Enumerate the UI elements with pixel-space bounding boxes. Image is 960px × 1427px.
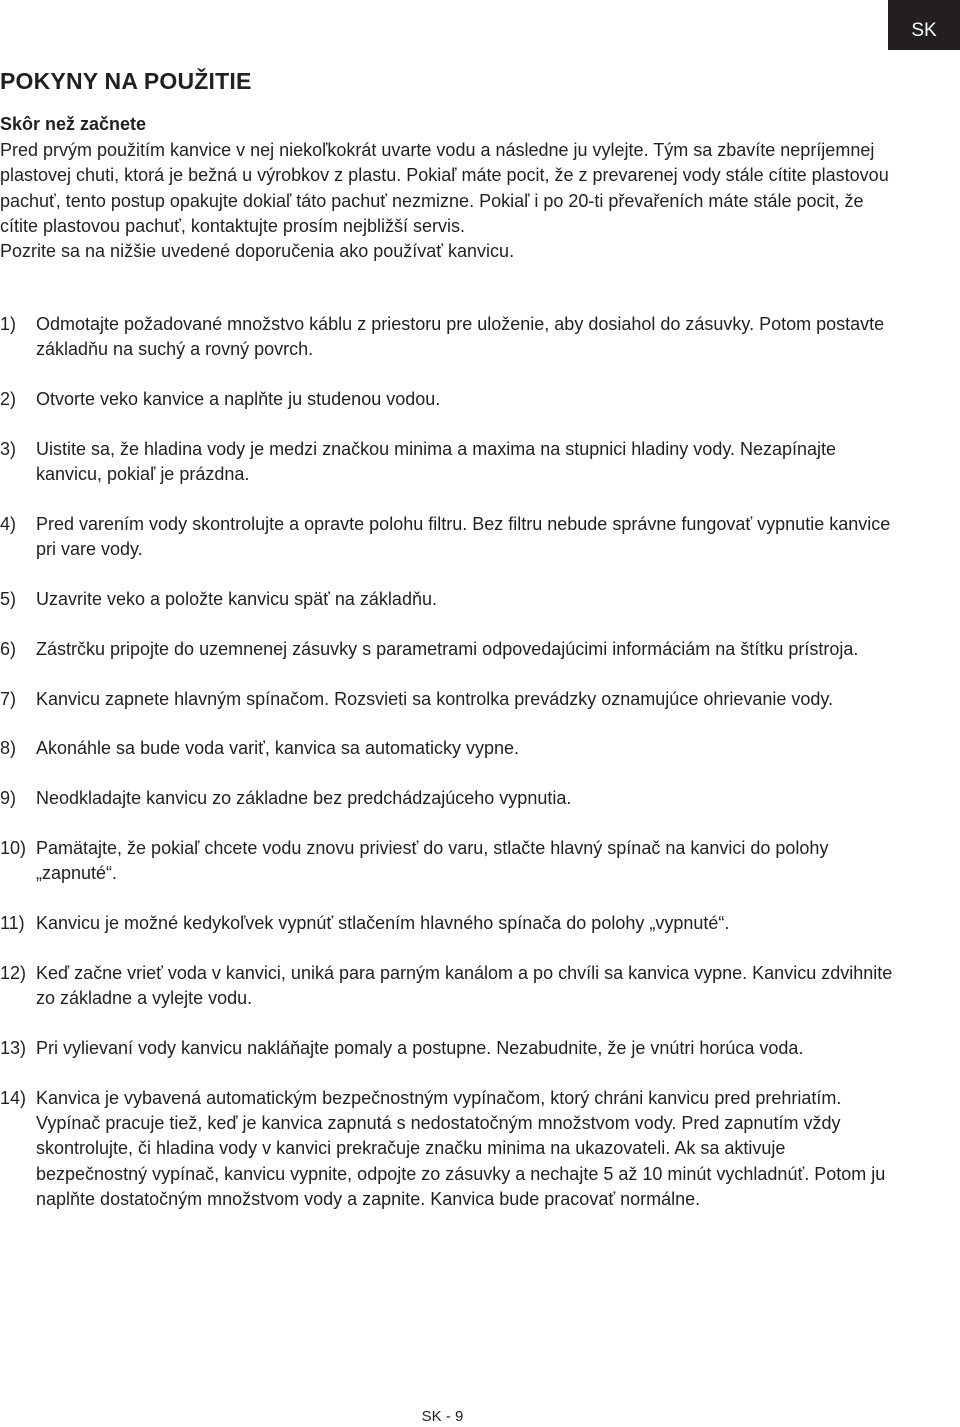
list-item — [0, 961, 900, 1012]
list-item — [0, 687, 900, 712]
step-number: 9) — [0, 788, 17, 809]
list-item — [0, 637, 900, 662]
step-number: 5) — [0, 589, 17, 610]
intro-note: Pozrite sa na nižšie uvedené doporučenia ako používať kanvicu. — [0, 241, 515, 262]
list-item — [0, 1086, 900, 1212]
list-item — [0, 911, 900, 936]
list-item — [0, 736, 900, 761]
step-number: 7) — [0, 688, 17, 709]
step-text: Otvorte veko kanvice a naplňte ju studenou vodou. — [36, 389, 441, 410]
list-item — [0, 512, 900, 563]
list-item — [0, 312, 900, 363]
section-subtitle: Skôr než začnete — [0, 114, 147, 134]
intro-paragraph — [0, 138, 890, 264]
step-text: Zástrčku pripojte do uzemnenej zásuvky s parametrami odpovedajúcimi informáciám na štítku prístroja. — [36, 638, 859, 659]
list-item — [0, 587, 900, 612]
step-text: Pamätajte, že pokiaľ chcete vodu znovu priviesť do varu, stlačte hlavný spínač na kanvici do polohy „zapnuté“. — [36, 838, 829, 884]
step-number: 12) — [0, 962, 27, 983]
step-number: 10) — [0, 838, 27, 859]
list-item — [0, 387, 900, 412]
step-number: 14) — [0, 1087, 27, 1108]
step-text: Uzavrite veko a položte kanvicu späť na základňu. — [36, 589, 437, 610]
step-number: 11) — [0, 913, 25, 934]
step-text: Kanvicu je možné kedykoľvek vypnúť stlačením hlavného spínača do polohy „vypnuté“. — [36, 913, 730, 934]
step-number: 8) — [0, 738, 17, 759]
step-text: Pred varením vody skontrolujte a opravte polohu filtru. Bez filtru nebude správne fungovať vypnutie kanvice pri vare vody. — [36, 513, 891, 560]
language-tab: SK — [888, 0, 960, 50]
page-number: SK - 9 — [421, 1408, 464, 1425]
list-item — [0, 836, 900, 887]
page-title: POKYNY NA POUŽITIE — [0, 68, 252, 94]
step-text: Keď začne vrieť voda v kanvici, uniká para parným kanálom a po chvíli sa kanvica vypne. Kanvicu zdvihnite zo základne a vylejte vodu. — [36, 962, 893, 1009]
step-text: Uistite sa, že hladina vody je medzi značkou minima a maxima na stupnici hladiny vody. Nezapínajte kanvicu, pokiaľ je prázdna. — [36, 438, 837, 485]
list-item — [0, 786, 900, 811]
intro-text: Pred prvým použitím kanvice v nej niekoľkokrát uvarte vodu a následne ju vylejte. Tým sa zbavíte nepríjemnej plastovej chuti, ktorá je bežná u výrobkov z plastu. Pokiaľ máte pocit, že z prevarenej vody stále cítite plastovou pachuť, tento postup opakujte dokiaľ táto pachuť nezmizne. Pokiaľ i po 20-ti převařeních máte stále pocit, že cítite plastovou pachuť, kontaktujte prosím nejbližší servis. — [0, 140, 889, 236]
step-number: 2) — [0, 389, 17, 410]
step-number: 4) — [0, 513, 17, 534]
step-text: Akonáhle sa bude voda variť, kanvica sa automaticky vypne. — [36, 738, 520, 759]
step-text: Odmotajte požadované množstvo káblu z priestoru pre uloženie, aby dosiahol do zásuvky. Potom postavte základňu na suchý a rovný povrch. — [36, 314, 885, 360]
step-number: 1) — [0, 314, 17, 334]
step-number: 6) — [0, 638, 17, 659]
step-text: Kanvica je vybavená automatickým bezpečnostným vypínačom, ktorý chráni kanvicu pred prehriatím. Vypínač pracuje tiež, keď je kanvica zapnutá s nedostatočným množstvom vody. Pred zapnutím vždy skontrolujte, či hladina vody v kanvici prekračuje značku minima na ukazovateli. Ak sa aktivuje bezpečnostný vypínač, kanvicu vypnite, odpojte zo zásuvky a nechajte 5 až 10 minút vychladnúť. Potom ju naplňte dostatočným množstvom vody a zapnite. Kanvica bude pracovať normálne. — [36, 1087, 886, 1210]
instruction-list — [0, 312, 900, 1237]
step-text: Neodkladajte kanvicu zo základne bez predchádzajúceho vypnutia. — [36, 788, 572, 809]
list-item — [0, 437, 900, 488]
step-text: Pri vylievaní vody kanvicu nakláňajte pomaly a postupne. Nezabudnite, že je vnútri horúca voda. — [36, 1038, 804, 1059]
step-number: 13) — [0, 1038, 27, 1059]
step-text: Kanvicu zapnete hlavným spínačom. Rozsvieti sa kontrolka prevádzky oznamujúce ohrievanie vody. — [36, 688, 834, 709]
list-item — [0, 1036, 900, 1061]
step-number: 3) — [0, 438, 17, 459]
